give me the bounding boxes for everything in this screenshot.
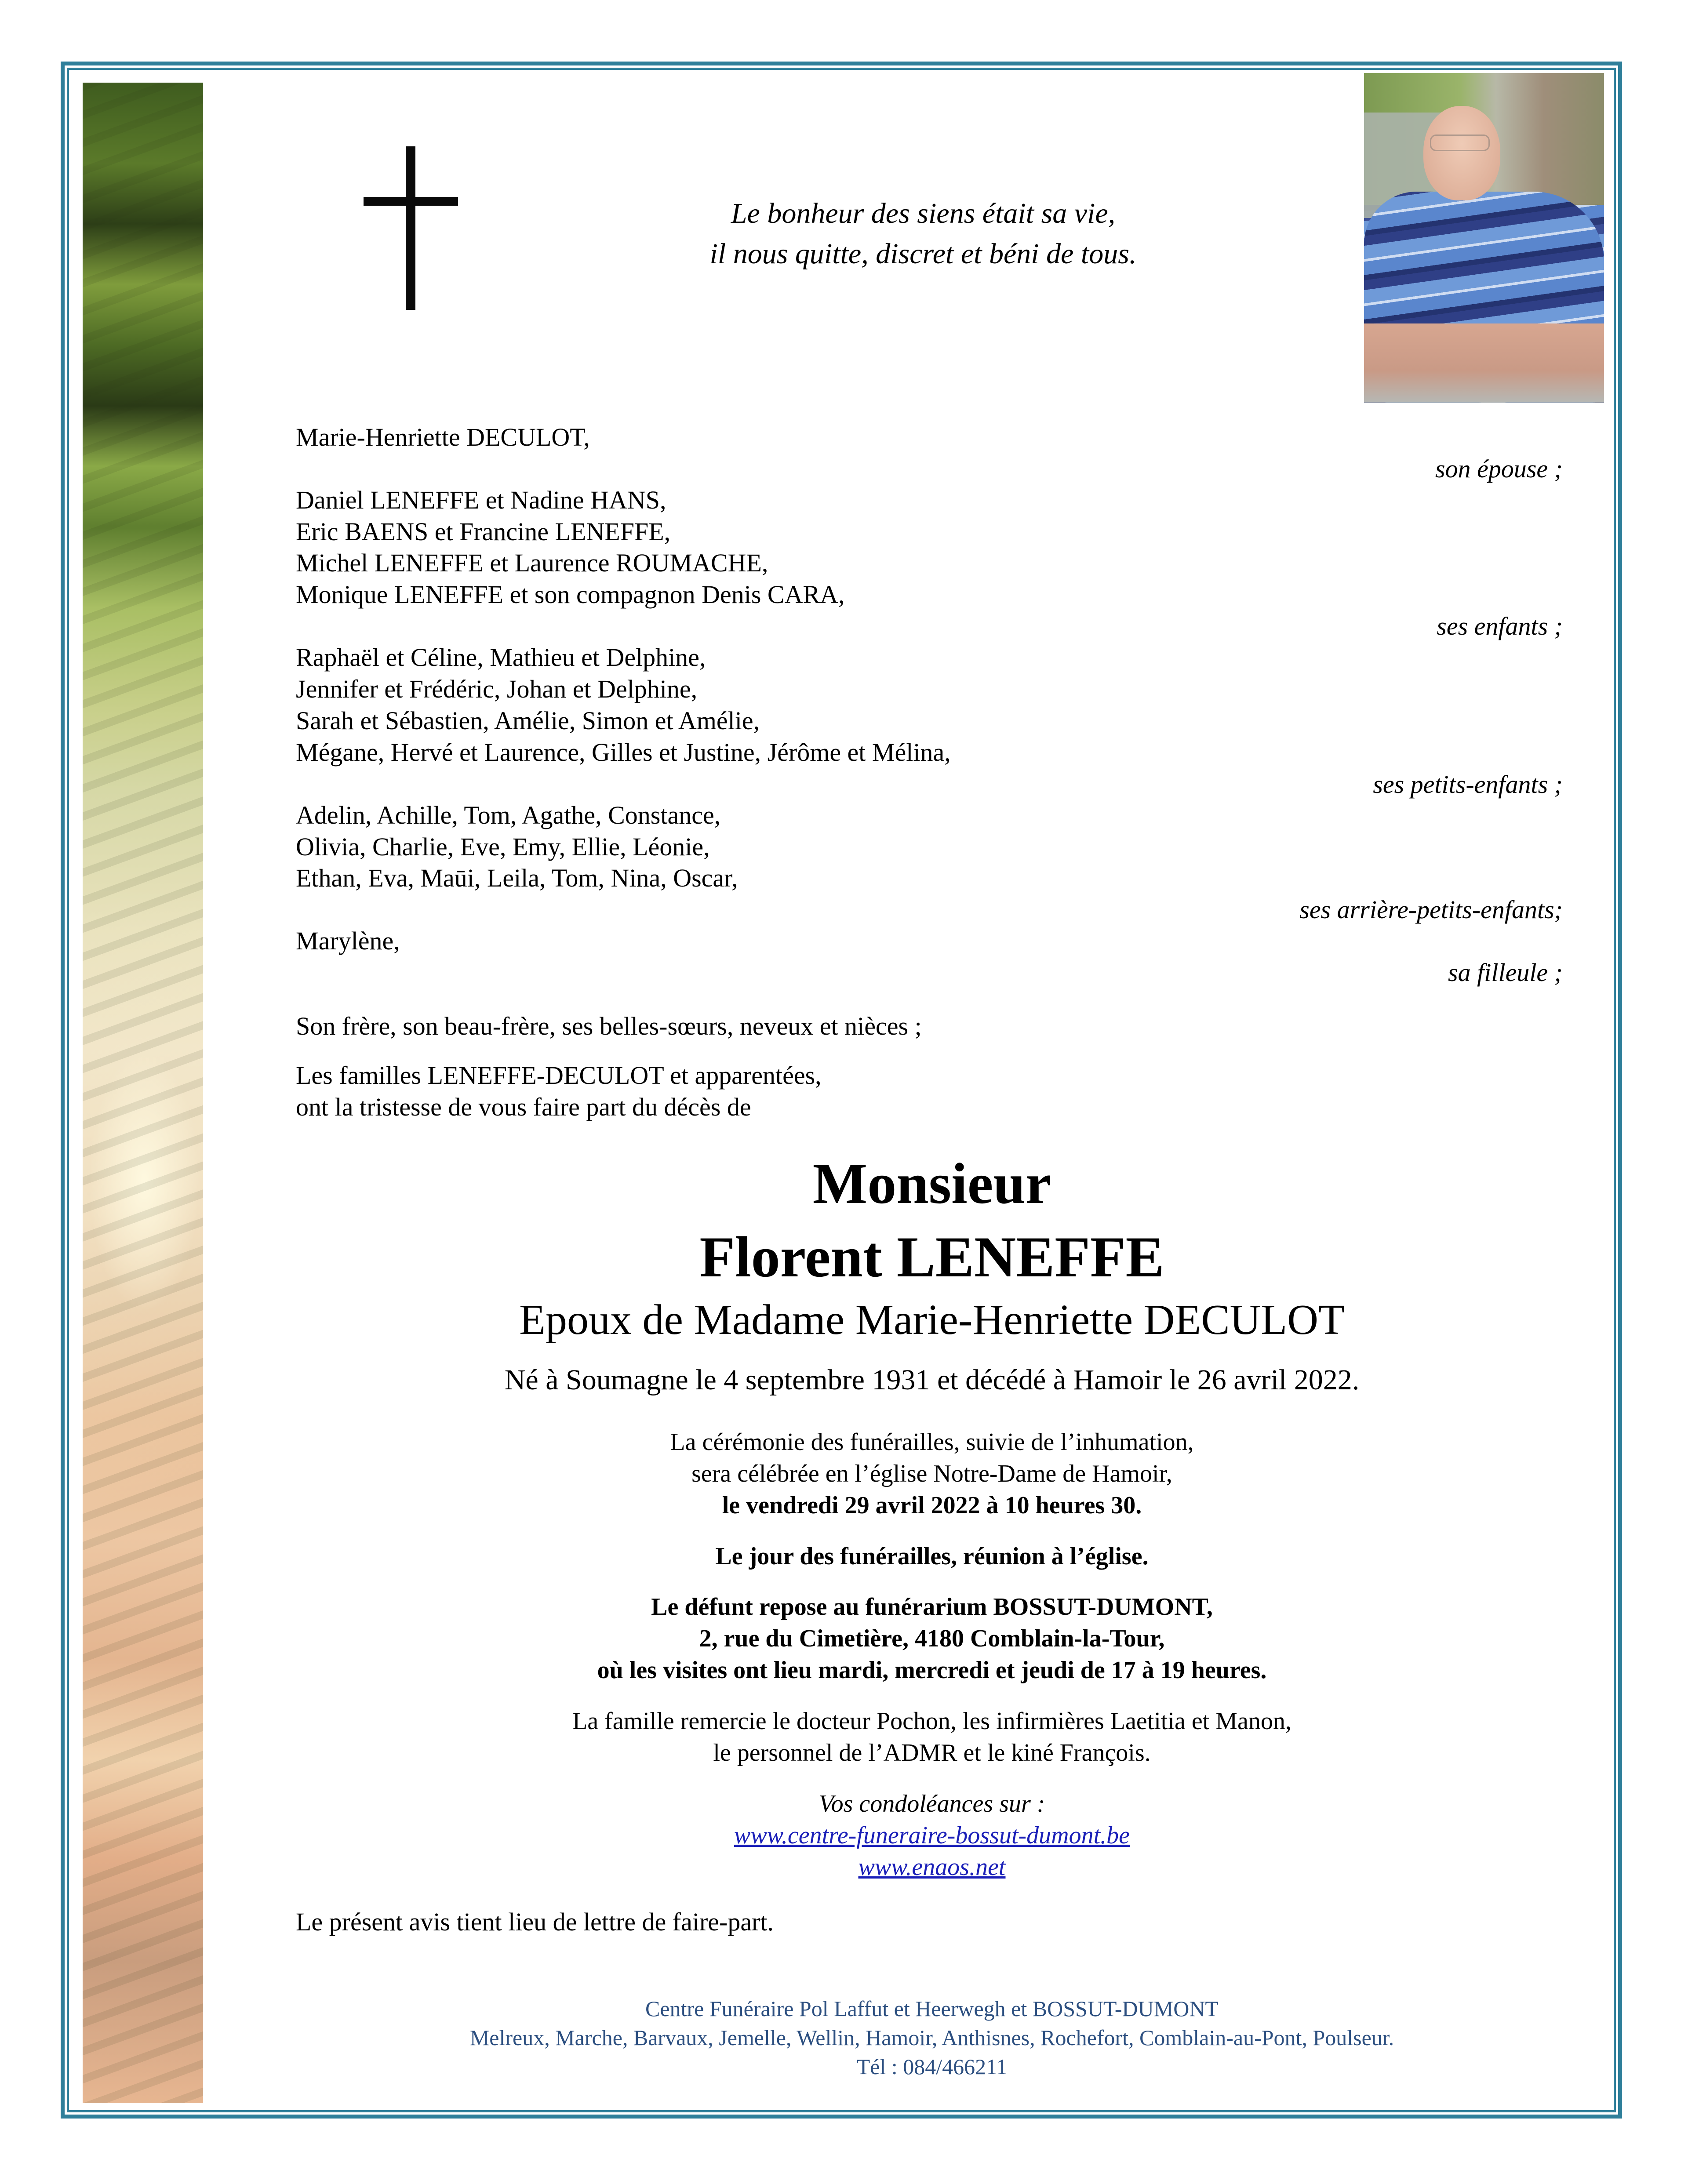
child-line: Eric BAENS et Francine LENEFFE, bbox=[296, 517, 671, 546]
goddaughter-label: sa filleule ; bbox=[1448, 958, 1563, 987]
grandchild-line: Raphaël et Céline, Mathieu et Delphine, bbox=[296, 643, 706, 672]
children-label: ses enfants ; bbox=[1437, 612, 1563, 640]
families-line-2: ont la tristesse de vous faire part du décès de bbox=[296, 1093, 751, 1121]
deceased-portrait-photo bbox=[1364, 73, 1604, 403]
footer-locations: Melreux, Marche, Barvaux, Jemelle, Wellin, Hamoir, Anthisnes, Rochefort, Comblain-au-Pont, Poulseur. bbox=[469, 2025, 1394, 2050]
great-grandchild-line: Ethan, Eva, Maūi, Leila, Tom, Nina, Oscar, bbox=[296, 864, 738, 892]
life-dates: Né à Soumagne le 4 septembre 1931 et décédé à Hamoir le 26 avril 2022. bbox=[504, 1364, 1360, 1396]
great-grandchild-line: Adelin, Achille, Tom, Agathe, Constance, bbox=[296, 801, 721, 829]
ceremony-datetime: le vendredi 29 avril 2022 à 10 heures 30. bbox=[722, 1492, 1142, 1519]
repose-line-2: 2, rue du Cimetière, 4180 Comblain-la-Tour, bbox=[699, 1625, 1165, 1652]
thanks-line-1: La famille remercie le docteur Pochon, les infirmières Laetitia et Manon, bbox=[572, 1708, 1291, 1735]
child-line: Daniel LENEFFE et Nadine HANS, bbox=[296, 486, 666, 514]
great-grandchildren-label: ses arrière-petits-enfants; bbox=[1299, 895, 1563, 924]
repose-line-3: où les visites ont lieu mardi, mercredi et jeudi de 17 à 19 heures. bbox=[597, 1657, 1267, 1684]
relatives-line: Son frère, son beau-frère, ses belles-sœurs, neveux et nièces ; bbox=[296, 1012, 922, 1040]
epitaph-line-1: Le bonheur des siens était sa vie, bbox=[731, 197, 1116, 229]
condolences-label: Vos condoléances sur : bbox=[819, 1790, 1045, 1817]
deceased-name: Florent LENEFFE bbox=[699, 1225, 1164, 1289]
ceremony-line-1: La cérémonie des funérailles, suivie de l’inhumation, bbox=[670, 1428, 1194, 1456]
families-line-1: Les familles LENEFFE-DECULOT et apparentées, bbox=[296, 1061, 822, 1090]
spouse-label: son épouse ; bbox=[1435, 454, 1563, 483]
child-line: Michel LENEFFE et Laurence ROUMACHE, bbox=[296, 549, 768, 577]
spouse-name: Marie-Henriette DECULOT, bbox=[296, 423, 590, 451]
forest-path-image bbox=[83, 83, 203, 2103]
epitaph bbox=[615, 193, 1231, 274]
thanks-line-2: le personnel de l’ADMR et le kiné François. bbox=[713, 1739, 1151, 1766]
grandchild-line: Sarah et Sébastien, Amélie, Simon et Amélie, bbox=[296, 706, 760, 735]
cross-icon bbox=[364, 146, 458, 310]
deceased-honorific: Monsieur bbox=[812, 1151, 1051, 1216]
notice-line: Le présent avis tient lieu de lettre de faire-part. bbox=[296, 1908, 774, 1936]
grandchildren-label: ses petits-enfants ; bbox=[1373, 770, 1563, 799]
condolences-link-enaos[interactable]: www.enaos.net bbox=[858, 1853, 1006, 1881]
ceremony-line-2: sera célébrée en l’église Notre-Dame de Hamoir, bbox=[691, 1460, 1172, 1487]
condolences-link-row bbox=[264, 1851, 1600, 1883]
footer-phone: Tél : 084/466211 bbox=[856, 2054, 1008, 2079]
condolences-link-row bbox=[264, 1820, 1600, 1851]
goddaughter-name: Marylène, bbox=[296, 927, 400, 955]
deceased-spouse-line: Epoux de Madame Marie-Henriette DECULOT bbox=[519, 1296, 1345, 1344]
grandchild-line: Jennifer et Frédéric, Johan et Delphine, bbox=[296, 675, 698, 703]
footer-company: Centre Funéraire Pol Laffut et Heerwegh et BOSSUT-DUMONT bbox=[645, 1996, 1219, 2021]
repose-line-1: Le défunt repose au funérarium BOSSUT-DUMONT, bbox=[651, 1593, 1213, 1621]
condolences-link-bossut-dumont[interactable]: www.centre-funeraire-bossut-dumont.be bbox=[734, 1822, 1130, 1849]
child-line: Monique LENEFFE et son compagnon Denis CARA, bbox=[296, 580, 845, 609]
epitaph-line-2: il nous quitte, discret et béni de tous. bbox=[709, 238, 1137, 270]
great-grandchild-line: Olivia, Charlie, Eve, Emy, Ellie, Léonie, bbox=[296, 832, 710, 861]
meeting-line: Le jour des funérailles, réunion à l’église. bbox=[715, 1543, 1149, 1570]
grandchild-line: Mégane, Hervé et Laurence, Gilles et Justine, Jérôme et Mélina, bbox=[296, 738, 951, 767]
